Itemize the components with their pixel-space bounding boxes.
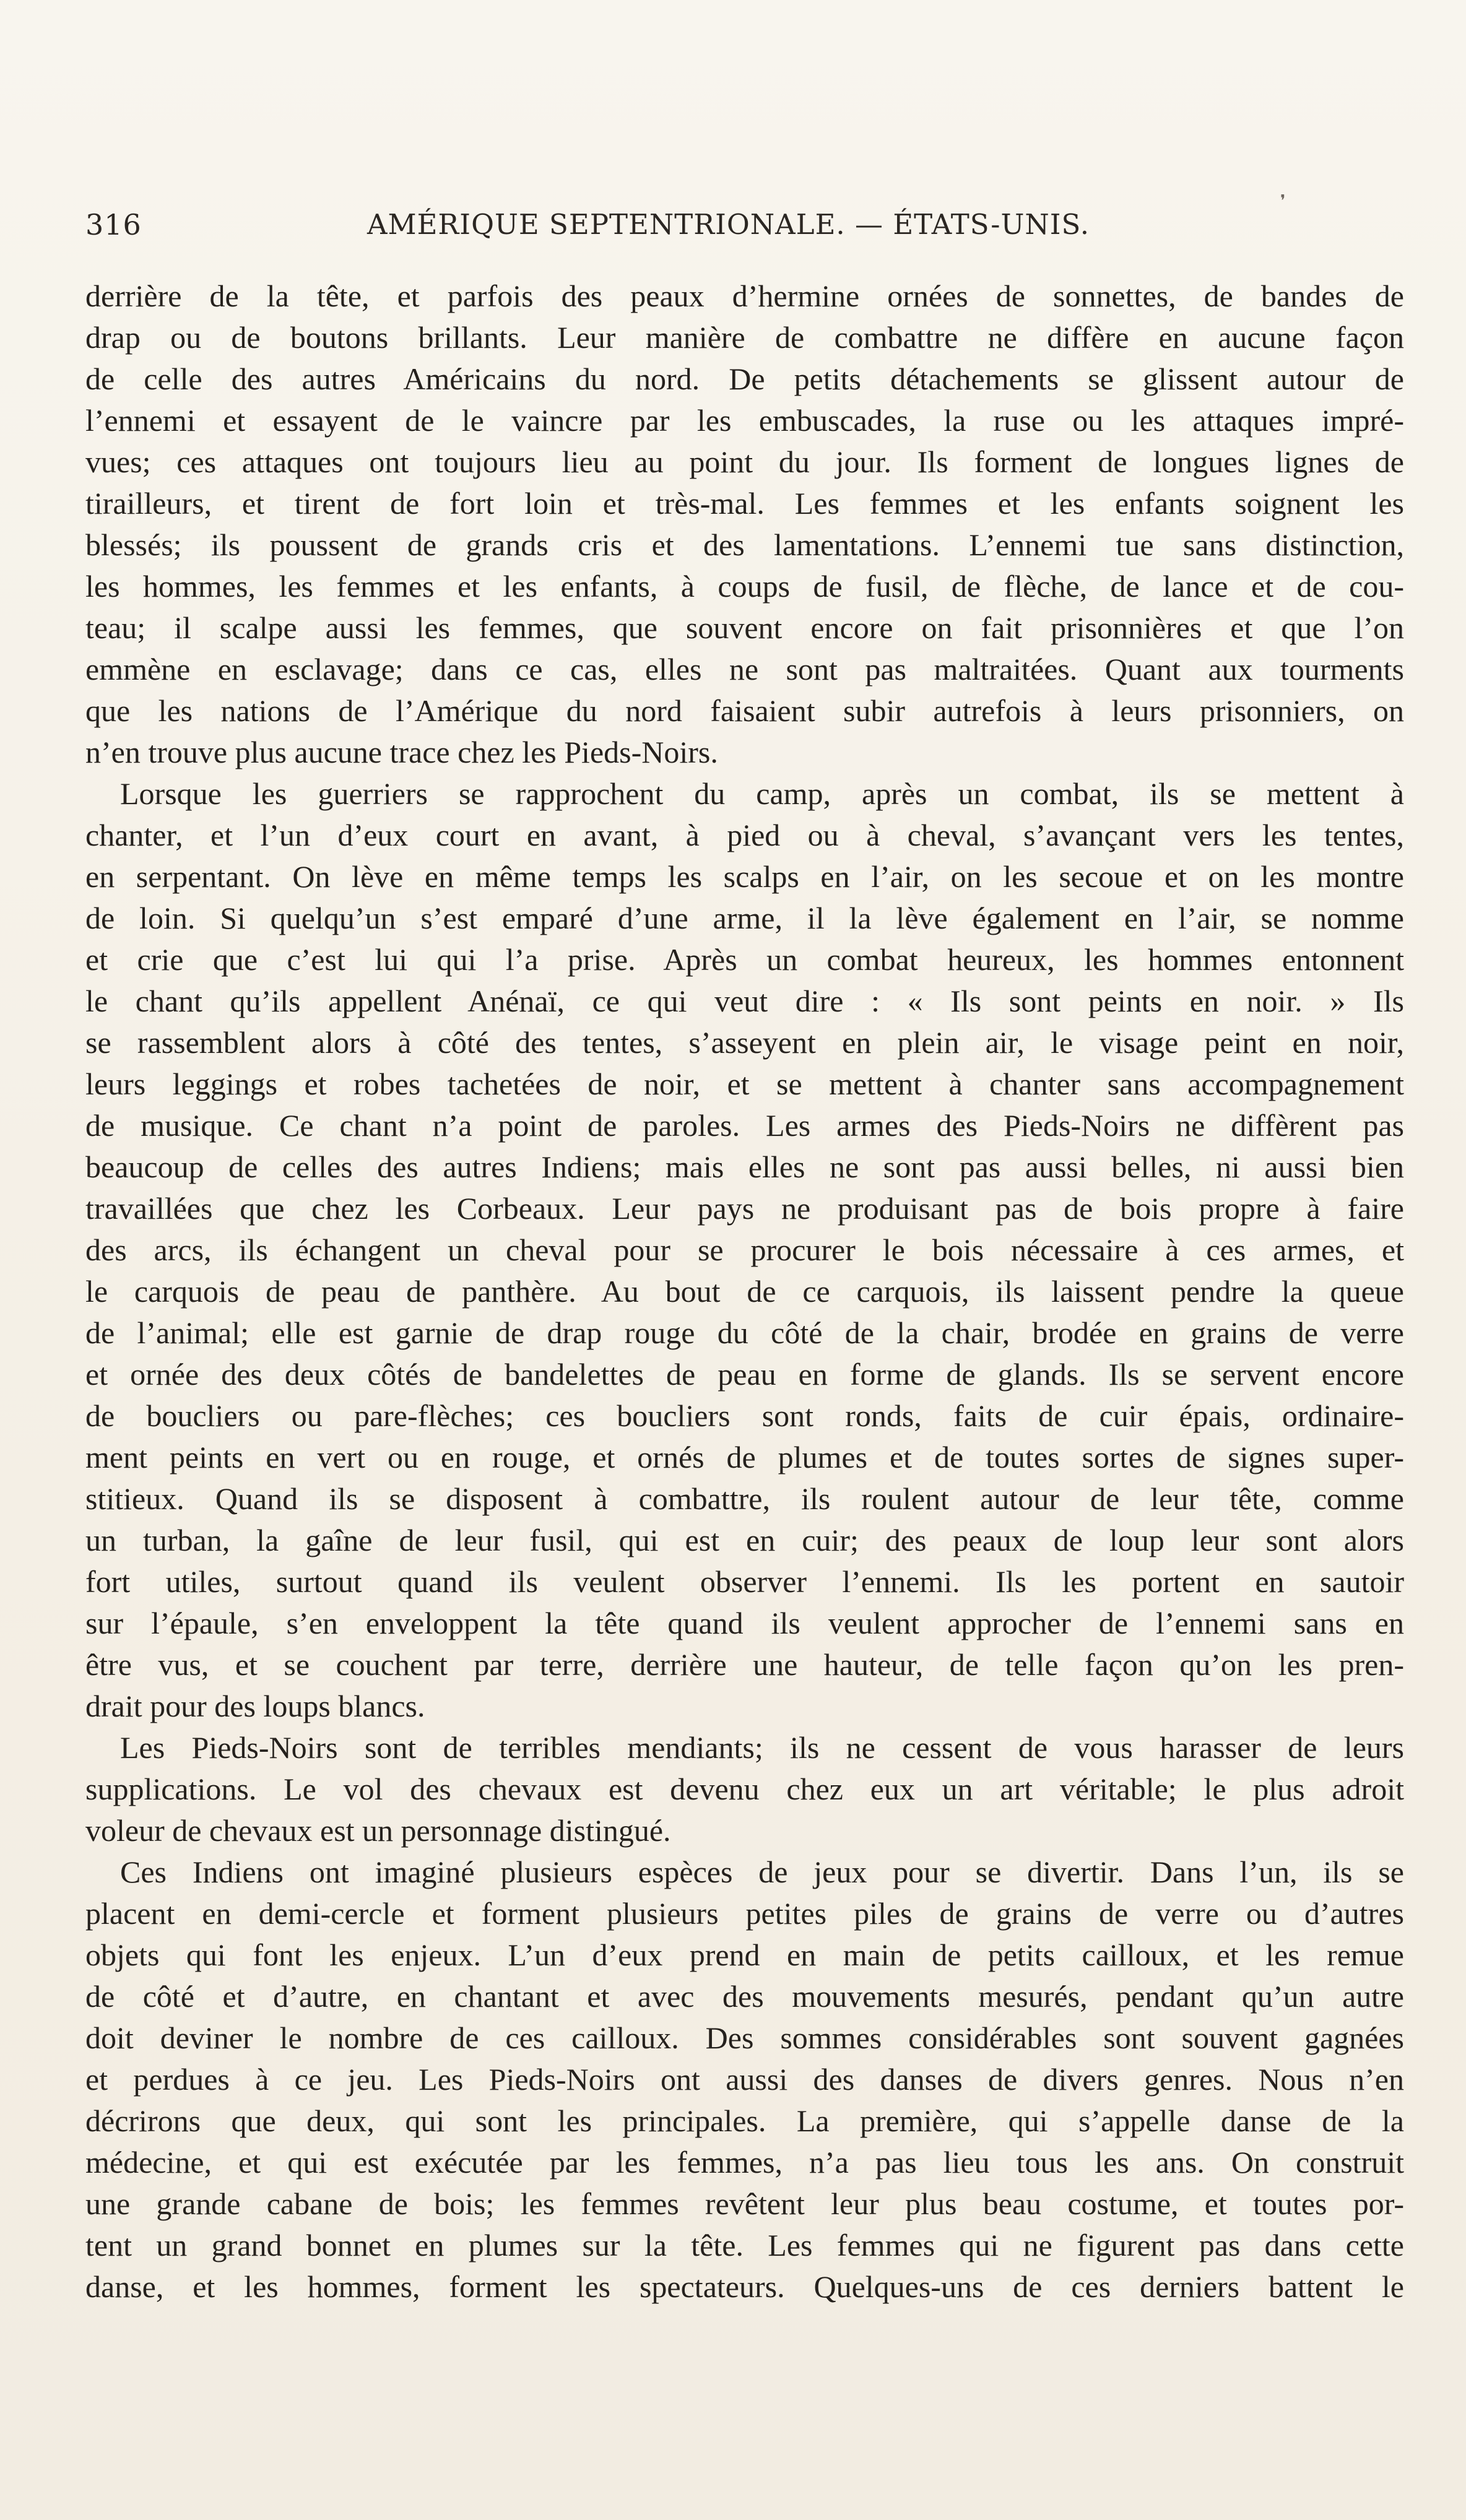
text-line: leurs leggings et robes tachetées de noir, et se mettent à chanter sans accompagnement xyxy=(85,1067,1404,1101)
text-line: doit deviner le nombre de ces cailloux. Des sommes considérables sont souvent gagnées xyxy=(85,2020,1404,2055)
text-line: derrière de la tête, et parfois des peaux d’hermine ornées de sonnettes, de bandes de xyxy=(85,279,1404,313)
paragraph-first-line: Ces Indiens ont imaginé plusieurs espèces de jeux pour se divertir. Dans l’un, ils se xyxy=(120,1855,1404,1889)
text-line: et ornée des deux côtés de bandelettes de peau en forme de glands. Ils se servent encore xyxy=(85,1357,1404,1392)
text-line: beaucoup de celles des autres Indiens; mais elles ne sont pas aussi belles, ni aussi bien xyxy=(85,1150,1404,1184)
text-line: médecine, et qui est exécutée par les femmes, n’a pas lieu tous les ans. On construit xyxy=(85,2145,1404,2180)
text-line: tent un grand bonnet en plumes sur la tête. Les femmes qui ne figurent pas dans cette xyxy=(85,2228,1404,2262)
text-line: un turban, la gaîne de leur fusil, qui est en cuir; des peaux de loup leur sont alors xyxy=(85,1523,1404,1557)
text-line: une grande cabane de bois; les femmes revêtent leur plus beau costume, et toutes por- xyxy=(85,2186,1404,2221)
text-line: teau; il scalpe aussi les femmes, que souvent encore on fait prisonnières et que l’on xyxy=(85,610,1404,645)
text-line: être vus, et se couchent par terre, derrière une hauteur, de telle façon qu’on les pren- xyxy=(85,1647,1404,1682)
text-line: de l’animal; elle est garnie de drap rouge du côté de la chair, brodée en grains de verre xyxy=(85,1315,1404,1350)
text-line: le carquois de peau de panthère. Au bout de ce carquois, ils laissent pendre la queue xyxy=(85,1274,1404,1309)
text-line: de celle des autres Américains du nord. De petits détachements se glissent autour de xyxy=(85,362,1404,396)
text-line: supplications. Le vol des chevaux est devenu chez eux un art véritable; le plus adroit xyxy=(85,1772,1404,1806)
text-line: emmène en esclavage; dans ce cas, elles ne sont pas maltraitées. Quant aux tourments xyxy=(85,652,1404,686)
text-line: chanter, et l’un d’eux court en avant, à pied ou à cheval, s’avançant vers les tentes, xyxy=(85,818,1404,852)
text-line: le chant qu’ils appellent Anénaï, ce qui veut dire : « Ils sont peints en noir. » Ils xyxy=(85,984,1404,1018)
text-line: blessés; ils poussent de grands cris et des lamentations. L’ennemi tue sans distinction, xyxy=(85,527,1404,562)
text-line: et crie que c’est lui qui l’a prise. Après un combat heureux, les hommes entonnent xyxy=(85,942,1404,977)
text-line: de musique. Ce chant n’a point de paroles. Les armes des Pieds-Noirs ne diffèrent pas xyxy=(85,1108,1404,1143)
text-line: travaillées que chez les Corbeaux. Leur pays ne produisant pas de bois propre à faire xyxy=(85,1191,1404,1226)
text-line: de loin. Si quelqu’un s’est emparé d’une arme, il la lève également en l’air, se nomme xyxy=(85,901,1404,935)
text-line: en serpentant. On lève en même temps les scalps en l’air, on les secoue et on les montre xyxy=(85,859,1404,894)
text-line: danse, et les hommes, forment les spectateurs. Quelques-uns de ces derniers battent le xyxy=(85,2269,1404,2304)
text-line: que les nations de l’Amérique du nord faisaient subir autrefois à leurs prisonniers, on xyxy=(85,693,1404,728)
text-line: vues; ces attaques ont toujours lieu au point du jour. Ils forment de longues lignes de xyxy=(85,444,1404,479)
paragraph-first-line: Les Pieds-Noirs sont de terribles mendiants; ils ne cessent de vous harasser de leurs xyxy=(120,1730,1404,1765)
text-line: drait pour des loups blancs. xyxy=(85,1689,425,1723)
printer-mark: ❜ xyxy=(1280,192,1286,210)
text-line: stitieux. Quand ils se disposent à combattre, ils roulent autour de leur tête, comme xyxy=(85,1481,1404,1516)
body-text xyxy=(85,275,1404,2308)
text-line: ment peints en vert ou en rouge, et ornés de plumes et de toutes sortes de signes super- xyxy=(85,1440,1404,1474)
running-head: AMÉRIQUE SEPTENTRIONALE. — ÉTATS-UNIS. xyxy=(367,208,1090,241)
text-line: tirailleurs, et tirent de fort loin et très-mal. Les femmes et les enfants soignent les xyxy=(85,486,1404,521)
page-header xyxy=(85,192,1410,246)
text-line: et perdues à ce jeu. Les Pieds-Noirs ont aussi des danses de divers genres. Nous n’en xyxy=(85,2062,1404,2097)
text-line: les hommes, les femmes et les enfants, à coups de fusil, de flèche, de lance et de cou- xyxy=(85,569,1404,604)
text-line: de côté et d’autre, en chantant et avec des mouvements mesurés, pendant qu’un autre xyxy=(85,1979,1404,2014)
text-line: des arcs, ils échangent un cheval pour se procurer le bois nécessaire à ces armes, et xyxy=(85,1232,1404,1267)
text-line: décrirons que deux, qui sont les principales. La première, qui s’appelle danse de la xyxy=(85,2103,1404,2138)
paragraph-first-line: Lorsque les guerriers se rapprochent du camp, après un combat, ils se mettent à xyxy=(120,776,1404,811)
text-line: l’ennemi et essayent de le vaincre par les embuscades, la ruse ou les attaques impré- xyxy=(85,403,1404,438)
text-line: objets qui font les enjeux. L’un d’eux prend en main de petits cailloux, et les remue xyxy=(85,1938,1404,1972)
text-line: placent en demi-cercle et forment plusieurs petites piles de grains de verre ou d’autres xyxy=(85,1896,1404,1931)
text-line: fort utiles, surtout quand ils veulent observer l’ennemi. Ils les portent en sautoir xyxy=(85,1564,1404,1599)
text-line: voleur de chevaux est un personnage distingué. xyxy=(85,1813,671,1848)
text-line: se rassemblent alors à côté des tentes, s’asseyent en plein air, le visage peint en noir, xyxy=(85,1025,1404,1060)
text-line: drap ou de boutons brillants. Leur manière de combattre ne diffère en aucune façon xyxy=(85,320,1404,355)
text-line: sur l’épaule, s’en enveloppent la tête quand ils veulent approcher de l’ennemi sans en xyxy=(85,1606,1404,1640)
text-line: de boucliers ou pare-flèches; ces boucliers sont ronds, faits de cuir épais, ordinaire- xyxy=(85,1398,1404,1433)
text-line: n’en trouve plus aucune trace chez les Pieds-Noirs. xyxy=(85,735,718,769)
page-number: 316 xyxy=(85,208,142,241)
